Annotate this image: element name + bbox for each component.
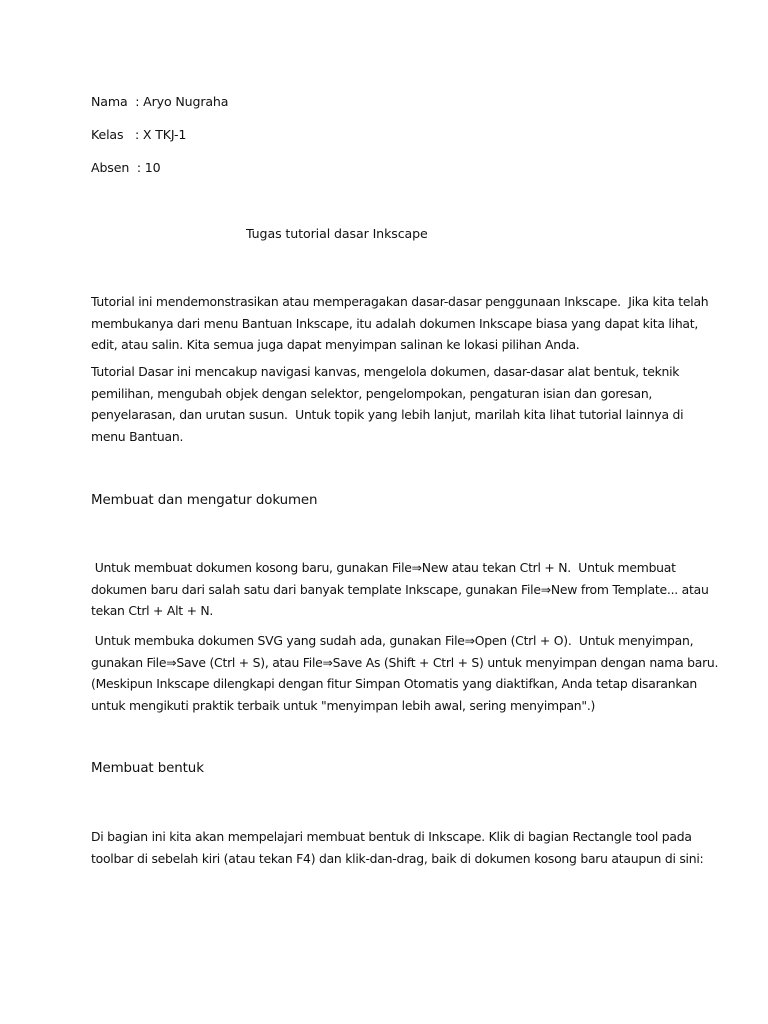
student-class: Kelas : X TKJ-1 bbox=[91, 127, 187, 142]
paragraph-line: dokumen baru dari salah satu dari banyak template Inkscape, gunakan File⇒New from Template... atau bbox=[91, 581, 709, 597]
paragraph-line: membukanya dari menu Bantuan Inkscape, itu adalah dokumen Inkscape biasa yang dapat kita lihat, bbox=[91, 315, 699, 331]
section2-paragraph-1 bbox=[91, 826, 704, 869]
paragraph-line: untuk mengikuti praktik terbaik untuk "menyimpan lebih awal, sering menyimpan".) bbox=[91, 697, 596, 713]
student-name: Nama : Aryo Nugraha bbox=[91, 94, 229, 109]
paragraph-line: menu Bantuan. bbox=[91, 428, 184, 444]
paragraph-line: tekan Ctrl + Alt + N. bbox=[91, 603, 214, 618]
paragraph-line: Tutorial Dasar ini mencakup navigasi kanvas, mengelola dokumen, dasar-dasar alat bentuk, teknik bbox=[91, 364, 680, 379]
paragraph-line: Untuk membuat dokumen kosong baru, gunakan File⇒New atau tekan Ctrl + N. Untuk membuat bbox=[91, 560, 676, 575]
paragraph-line: gunakan File⇒Save (Ctrl + S), atau File⇒Save As (Shift + Ctrl + S) untuk menyimpan dengan nama baru. bbox=[91, 654, 719, 670]
section-heading-dokumen: Membuat dan mengatur dokumen bbox=[91, 493, 318, 508]
student-absen: Absen : 10 bbox=[91, 160, 161, 175]
intro-paragraph-1 bbox=[91, 291, 709, 356]
section1-paragraph-1 bbox=[91, 557, 709, 622]
section-heading-bentuk: Membuat bentuk bbox=[91, 761, 204, 776]
paragraph-line: Di bagian ini kita akan mempelajari membuat bentuk di Inkscape. Klik di bagian Rectangle tool pada bbox=[91, 829, 692, 844]
paragraph-line: (Meskipun Inkscape dilengkapi dengan fitur Simpan Otomatis yang diaktifkan, Anda tetap disarankan bbox=[91, 676, 698, 691]
paragraph-line: Untuk membuka dokumen SVG yang sudah ada, gunakan File⇒Open (Ctrl + O). Untuk menyimpan, bbox=[91, 633, 694, 648]
paragraph-line: penyelarasan, dan urutan susun. Untuk topik yang lebih lanjut, marilah kita lihat tutorial lainnya di bbox=[91, 407, 684, 422]
section1-paragraph-2 bbox=[91, 630, 719, 716]
paragraph-line: edit, atau salin. Kita semua juga dapat menyimpan salinan ke lokasi pilihan Anda. bbox=[91, 337, 580, 352]
paragraph-line: Tutorial ini mendemonstrasikan atau memperagakan dasar-dasar penggunaan Inkscape. Jika kita telah bbox=[91, 294, 709, 309]
intro-paragraph-2 bbox=[91, 361, 684, 447]
paragraph-line: toolbar di sebelah kiri (atau tekan F4) dan klik-dan-drag, baik di dokumen kosong baru ataupun di sini: bbox=[91, 850, 704, 866]
paragraph-line: pemilihan, mengubah objek dengan selektor, pengelompokan, pengaturan isian dan goresan, bbox=[91, 385, 653, 401]
document-title: Tugas tutorial dasar Inkscape bbox=[246, 226, 428, 241]
